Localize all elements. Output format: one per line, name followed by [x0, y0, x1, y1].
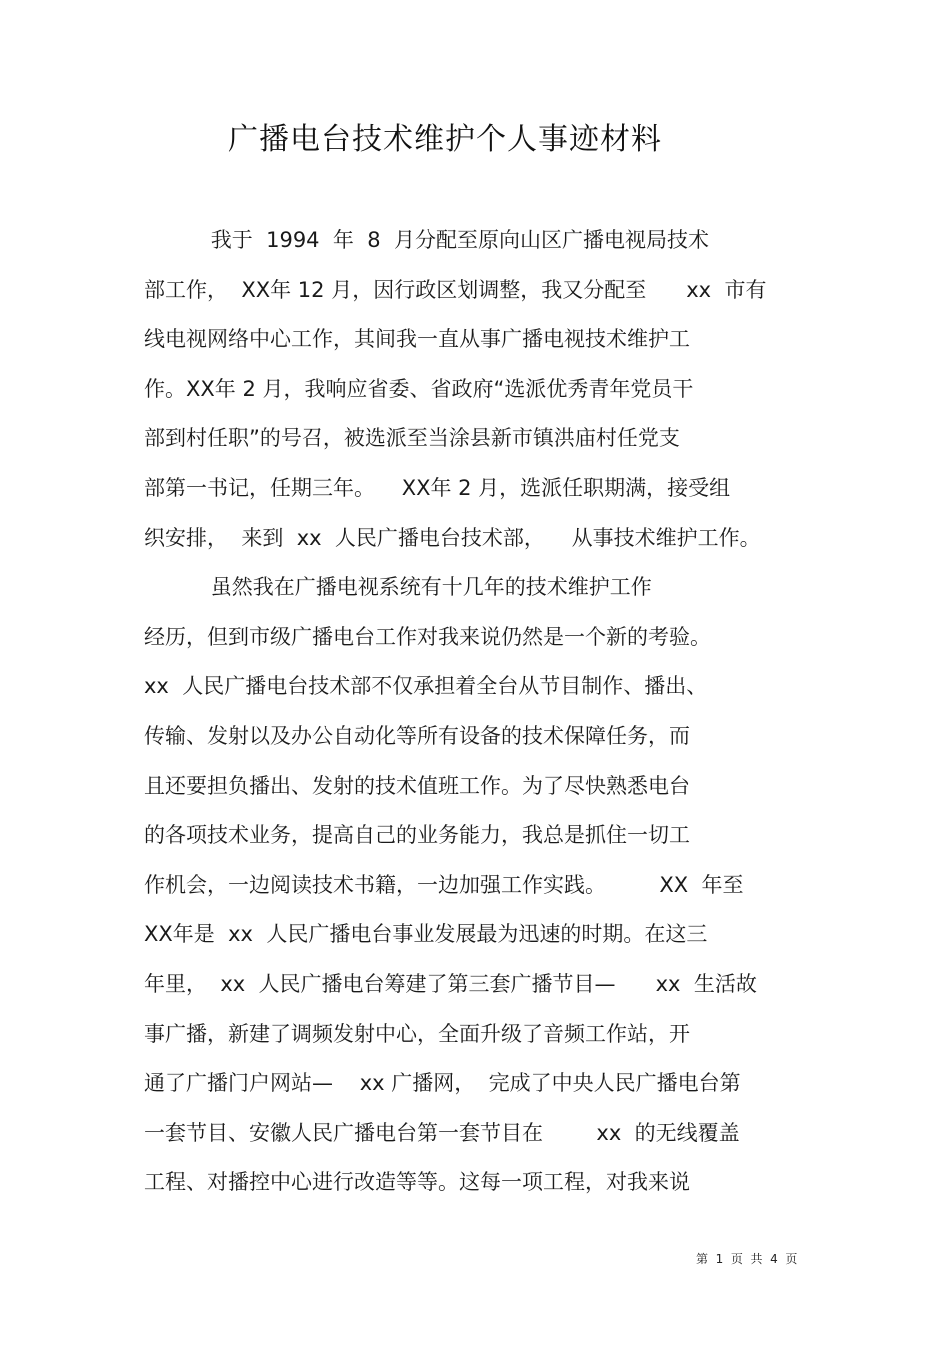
body-line: 部第一书记，任期三年。 XX年 2 月，选派任职期满，接受组	[144, 475, 731, 500]
body-line: 部工作， XX年 12 月，因行政区划调整，我又分配至 xx 市有	[144, 277, 767, 302]
body-line: XX年是 xx 人民广播电台事业发展最为迅速的时期。在这三	[144, 922, 708, 947]
body-line: 且还要担负播出、发射的技术值班工作。为了尽快熟悉电台	[144, 773, 690, 798]
body-line: 工程、对播控中心进行改造等等。这每一项工程，对我来说	[144, 1170, 690, 1195]
body-line: 作。XX年 2 月，我响应省委、省政府“选派优秀青年党员干	[144, 376, 694, 401]
body-line: 部到村任职”的号召，被选派至当涂县新市镇洪庙村任党支	[144, 426, 680, 451]
body-line: 事广播，新建了调频发射中心，全面升级了音频工作站，开	[144, 1021, 690, 1046]
body-line: 一套节目、安徽人民广播电台第一套节目在 xx 的无线覆盖	[144, 1120, 740, 1145]
body-line: 我于 1994 年 8 月分配至原向山区广播电视局技术	[144, 228, 709, 252]
body-line: 年里， xx 人民广播电台筹建了第三套广播节目— xx 生活故	[144, 971, 757, 996]
body-line: xx 人民广播电台技术部不仅承担着全台从节目制作、播出、	[144, 674, 708, 699]
body-line: 经历，但到市级广播电台工作对我来说仍然是一个新的考验。	[144, 624, 711, 649]
body-line: 织安排， 来到 xx 人民广播电台技术部， 从事技术维护工作。	[144, 525, 761, 550]
body-line: 传输、发射以及办公自动化等所有设备的技术保障任务，而	[144, 723, 690, 748]
body-line: 通了广播门户网站— xx 广播网， 完成了中央人民广播电台第	[144, 1071, 741, 1096]
body-line: 作机会，一边阅读技术书籍，一边加强工作实践。 XX 年至	[144, 872, 744, 897]
body-line: 的各项技术业务，提高自己的业务能力，我总是抓住一切工	[144, 823, 690, 848]
document-title: 广播电台技术维护个人事迹材料	[228, 122, 662, 157]
body-line: 线电视网络中心工作，其间我一直从事广播电视技术维护工	[144, 327, 690, 352]
body-line: 虽然我在广播电视系统有十几年的技术维护工作	[144, 575, 652, 600]
page-number-footer: 第 1 页 共 4 页	[696, 1252, 798, 1266]
document-body	[144, 216, 814, 1208]
